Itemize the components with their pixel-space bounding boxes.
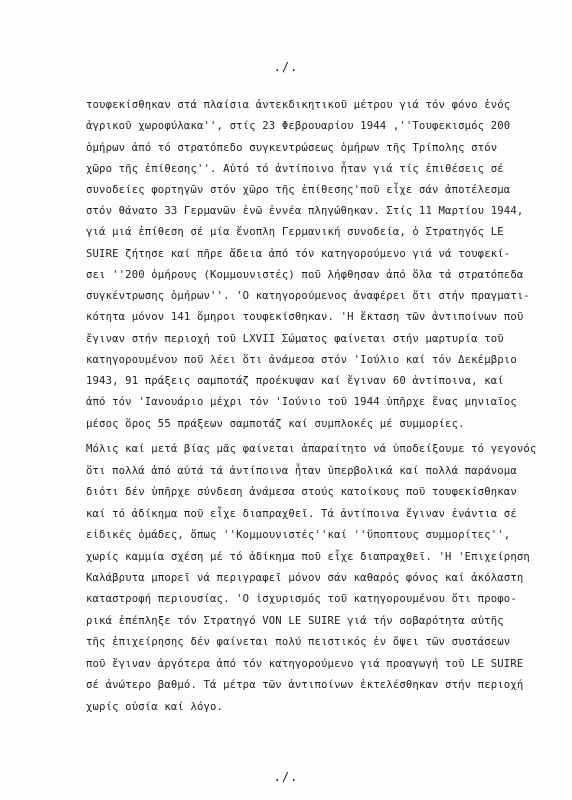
text-line: ὁμήρων ἀπό τό στρατόπεδο συγκεντρώσεως ὁμήρων τῆς Τρίπολης στόν [86,142,498,154]
page-continuation-mark-bottom: ./. [273,770,299,784]
text-line: ἔγιναν στήν περιοχή τοῦ LXVII Σώματος φαίνεται στήν μαρτυρία τοῦ [86,333,504,345]
text-line: στόν θάνατο 33 Γερμανῶν ἐνῶ ἐννέα πληγώθηκαν. Στίς 11 Μαρτίου 1944, [86,205,524,217]
text-line: τῆς ἐπιχείρησης δέν φαίνεται πολύ πειστικός ἐν ὄψει τῶν συστάσεων [86,636,511,648]
text-line: 1943, 91 πράξεις σαμποτάζ προέκυψαν καί ἔγιναν 60 ἀντίποινα, καί [86,375,504,387]
text-line: ρικά ἐπέπληξε τόν Στρατηγό VON LE SUIRE γιά τήν σοβαρότητα αὐτῆς [86,615,504,627]
text-line: καταστροφή περιουσίας. 'Ο ἰσχυρισμός τοῦ κατηγορουμένου ὅτι προφο- [86,593,517,605]
text-line: γιά μιά ἐπίθεση σέ μία ἔνοπλη Γερμανική συνοδεία, ὁ Στρατηγός LE [86,226,504,238]
text-line: συνοδείες φορτηγῶν στόν χῶρο τῆς ἐπίθεσης'ποῦ εἶχε σάν ἀποτέλεσμα [86,184,511,196]
page-continuation-mark-top: ./. [273,60,299,74]
text-line: τουφεκίσθηκαν στά πλαίσια ἀντεκδικητικοῦ μέτρου γιά τόν φόνο ἑνός [86,99,511,111]
text-line: ἀγρικοῦ χωροφύλακα'', στίς 23 Φεβρουαρίου 1944 ,''Τουφεκισμός 200 [86,120,511,132]
text-line: κότητα μόνον 141 ὅμηροι τουφεκίσθηκαν. 'Η ἔκταση τῶν ἀντιποίνων ποῦ [86,311,524,323]
text-line: σει ''200 ὁμήρους (Κομμουνιστές) ποῦ λήφθησαν ἀπό ὅλα τά στρατόπεδα [86,269,524,281]
text-line: χωρίς οὐσία καί λόγο. [86,701,224,713]
text-line: SUIRE ζήτησε καί πῆρε ἄδεια ἀπό τόν κατηγορούμενο γιά νά τουφεκί- [86,248,511,260]
text-line: καί τό ἀδίκημα ποῦ εἶχε διαπραχθεῖ. Τά ἀντίποινα ἔγιναν ἐνάντια σέ [86,508,517,520]
text-line: εἰδικές ὁμάδες, ὅπως ''Κομμουνιστές''καί ''ὕποπτους συμμορίτες'', [86,529,511,541]
text-line: Μόλις καί μετά βίας μᾶς φαίνεται ἀπαραίτητο νά ὑποδείξουμε τό γεγονός [86,443,537,455]
text-line: μέσος ὅρος 55 πράξεων σαμποτάζ καί συμπλοκές μέ συμμορίες. [86,418,465,430]
text-line: ποῦ ἔγιναν ἀργότερα ἀπό τόν κατηγορούμενο γιά προαγωγή τοῦ LE SUIRE [86,658,524,670]
text-line: χῶρο τῆς ἐπίθεσης''. Αὐτό τό ἀντίποινο ἦταν γιά τίς ἐπιθέσεις σέ [86,163,504,175]
text-line: ὅτι πολλά ἀπό αὐτά τά ἀντίποινα ἦταν ὑπερβολικά καί πολλά παράνομα [86,465,517,477]
text-line: διότι δέν ὑπῆρχε σύνδεση ἀνάμεσα στούς κατοίκους ποῦ τουφεκίσθηκαν [86,486,517,498]
text-line: συγκέντρωσης ὁμήρων''. 'Ο κατηγορούμενος ἀναφέρει ὅτι στήν πραγματι- [86,290,530,302]
text-line: Καλάβρυτα μπορεῖ νά περιγραφεῖ μόνον σάν καθαρός φόνος καί ἀκόλαστη [86,572,524,584]
text-line: ἀπό τόν 'Ιανουάριο μέχρι τόν 'Ιούνιο τοῦ 1944 ὑπῆρχε ἕνας μηνιαῖος [86,396,517,408]
text-line: χωρίς καμμία σχέση μέ τό ἀδίκημα ποῦ εἶχε διαπραχθεῖ. 'Η 'Επιχείρηση [86,551,530,563]
text-line: σέ ἀνώτερο βαθμό. Τά μέτρα τῶν ἀντιποίνων ἐκτελέσθηκαν στήν περιοχή [86,679,524,691]
text-line: κατηγορουμένου ποῦ λέει ὅτι ἀνάμεσα στόν 'Ιούλιο καί τόν Δεκέμβριο [86,354,517,366]
